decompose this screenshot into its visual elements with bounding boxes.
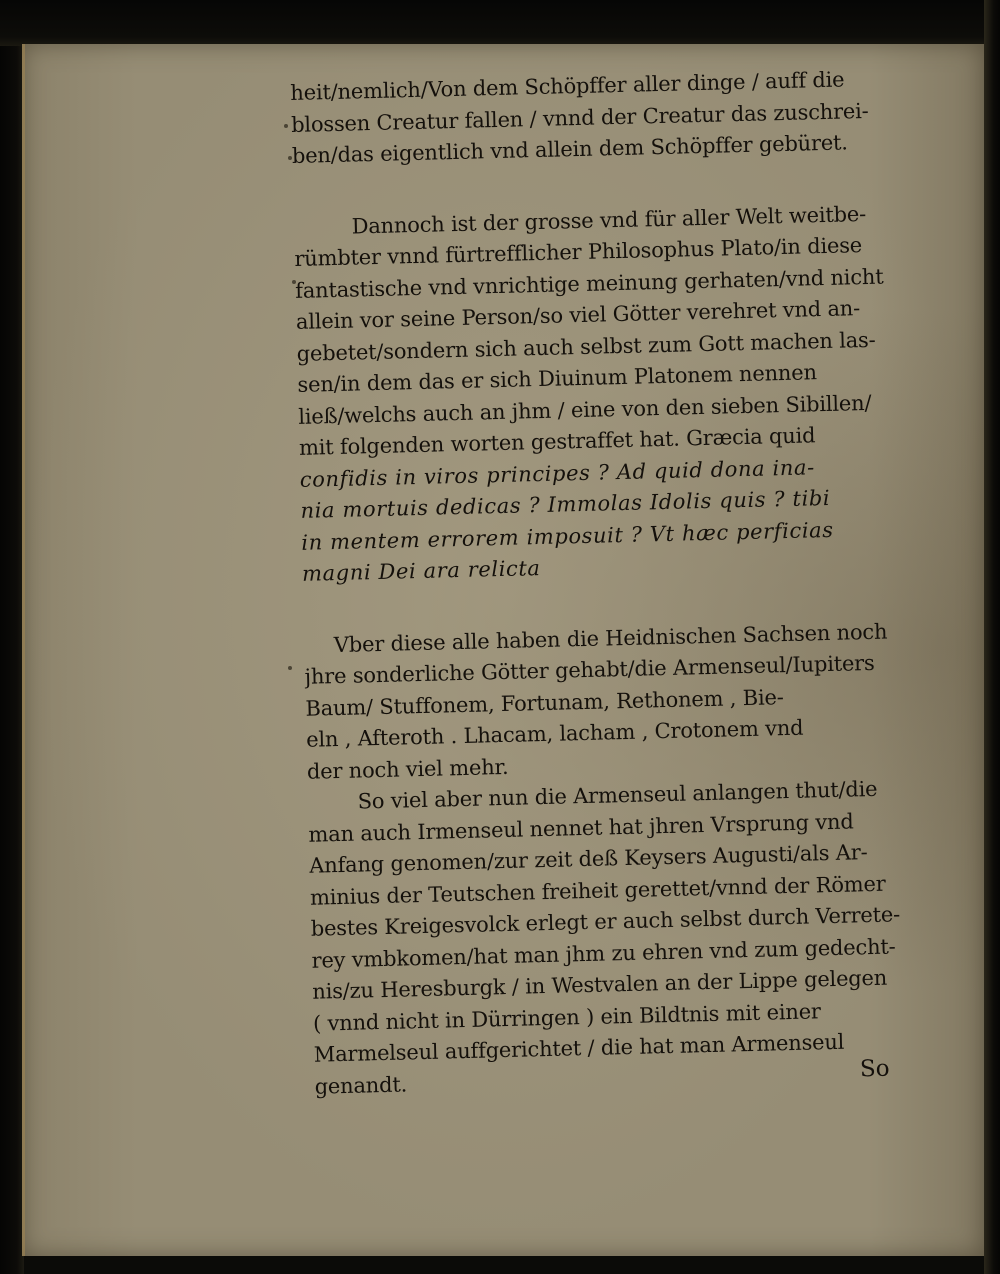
text-line: Baum/ Stuffonem, Fortunam, Rethonem , Bie- — [305, 684, 784, 721]
margin-speck — [288, 666, 292, 670]
text-line: ( vnnd nicht in Dürringen ) ein Bildtnis mit einer — [312, 998, 821, 1036]
text-line: nia mortuis dedicas ? Immolas Idolis quis ? tibi — [300, 485, 831, 523]
text-line: blossen Creatur fallen / vnnd der Creatur das zuschrei- — [290, 98, 869, 137]
scan-right-edge — [984, 0, 1000, 1274]
text-line: der noch viel mehr. — [306, 754, 509, 784]
paragraph-3 — [303, 615, 919, 787]
text-line: Marmelseul auffgerichtet / die hat man Armenseul — [313, 1029, 845, 1067]
text-line: So viel aber nun die Armenseul anlangen thut/die — [357, 776, 878, 814]
text-line: sen/in dem das er sich Diuinum Platonem nennen — [297, 360, 818, 397]
text-line: man auch Irmenseul nennet hat jhren Vrsprung vnd — [308, 808, 854, 847]
text-line: fantastische vnd vnrichtige meinung gerhaten/vnd nicht — [294, 264, 884, 303]
page-gutter — [22, 44, 25, 1256]
text-line: heit/nemlich/Von dem Schöpffer aller dinge / auff die — [290, 67, 845, 105]
paragraph-4 — [307, 773, 927, 1103]
text-line: Vber diese alle haben die Heidnischen Sachsen noch — [333, 619, 888, 657]
text-line: magni Dei ara relicta — [301, 556, 541, 586]
text-line: confidis in viros principes ? Ad quid dona ina- — [299, 454, 816, 492]
text-line: Anfang genomen/zur zeit deß Keysers Augusti/als Ar- — [308, 840, 868, 878]
text-line: allein vor seine Person/so viel Götter verehret vnd an- — [295, 296, 861, 334]
catchword: So — [859, 1055, 890, 1083]
margin-speck — [284, 124, 288, 128]
scan-left-edge — [0, 0, 24, 1274]
text-line: in mentem errorem imposuit ? Vt hæc perficias — [301, 517, 834, 555]
text-line: genandt. — [314, 1071, 408, 1099]
text-line: rey vmbkomen/hat man jhm zu ehren vnd zum gedecht- — [311, 933, 896, 973]
paragraph-2 — [293, 198, 914, 591]
text-line: ben/das eigentlich vnd allein dem Schöpffer gebüret. — [291, 130, 849, 168]
text-line: eln , Afteroth . Lhacam, lacham , Crotonem vnd — [305, 715, 804, 752]
text-line: bestes Kreigesvolck erlegt er auch selbst durch Verrete- — [310, 902, 901, 941]
text-line: mit folgenden worten gestraffet hat. Græcia quid — [298, 423, 816, 460]
scan-top-edge — [0, 0, 1000, 46]
text-line: gebetet/sondern sich auch selbst zum Gott machen las- — [296, 327, 876, 366]
text-line: rümbter vnnd fürtrefflicher Philosophus Plato/in diese — [294, 233, 863, 271]
text-line: minius der Teutschen freiheit gerettet/vnnd der Römer — [309, 871, 886, 910]
text-line: jhre sonderliche Götter gehabt/die Armenseul/Iupiters — [304, 650, 875, 689]
paragraph-1 — [290, 63, 904, 172]
text-line: Dannoch ist der grosse vnd für aller Welt weitbe- — [351, 201, 867, 239]
body-text — [290, 63, 927, 1103]
text-line: ließ/welchs auch an jhm / eine von den sieben Sibillen/ — [297, 390, 872, 429]
text-line: nis/zu Heresburgk / in Westvalen an der Lippe gelegen — [312, 965, 888, 1004]
